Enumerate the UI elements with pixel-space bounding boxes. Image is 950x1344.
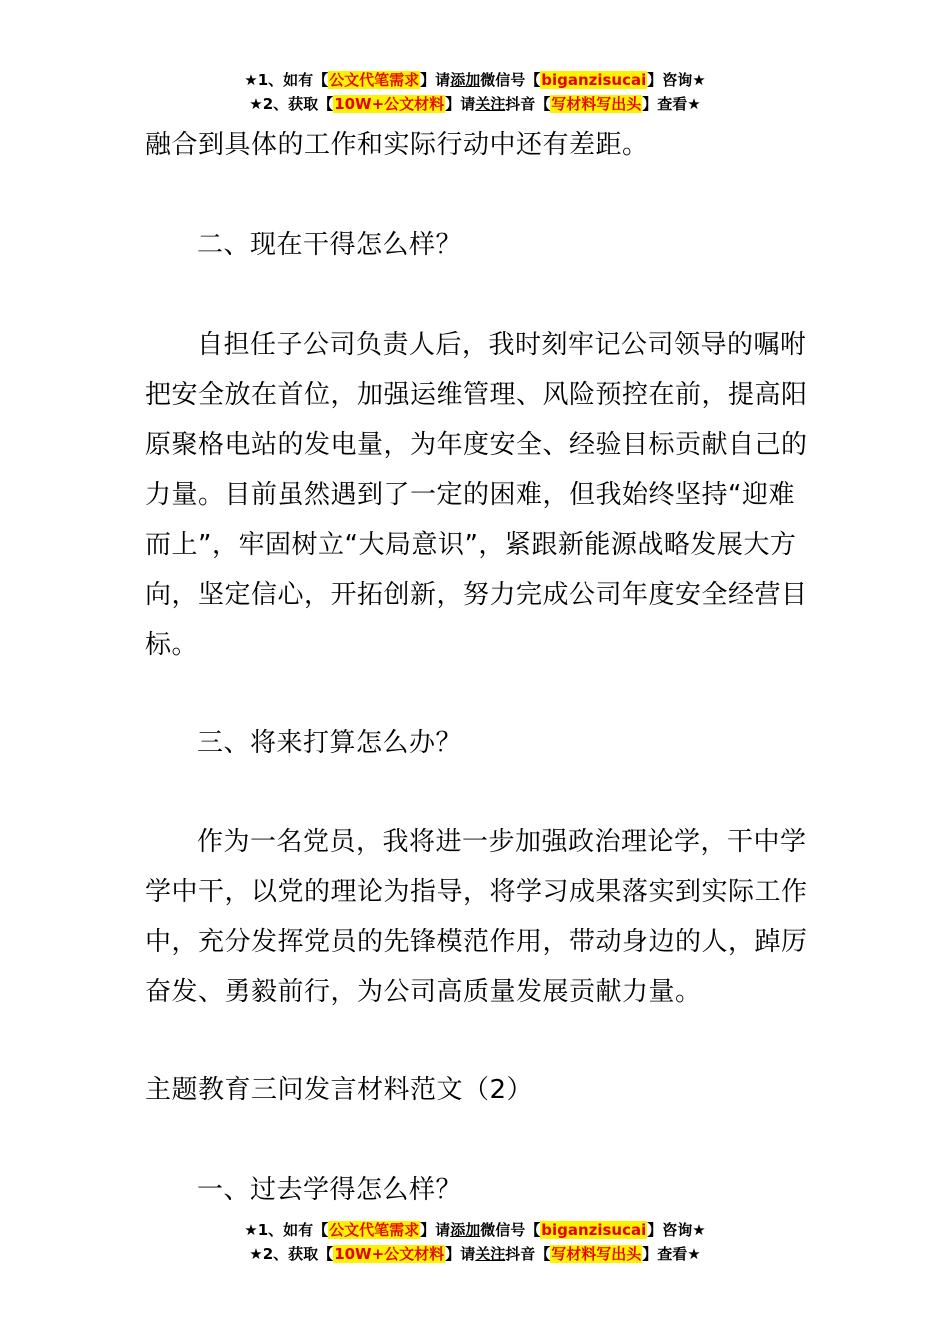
banner-highlight: 公文代笔需求 bbox=[329, 71, 420, 89]
banner-text: 】请 bbox=[445, 95, 476, 113]
banner-line-1 bbox=[0, 68, 950, 92]
document-body bbox=[145, 817, 810, 1017]
banner-line-1 bbox=[0, 1218, 950, 1242]
banner-text: 微信号【 bbox=[480, 71, 541, 89]
banner-text: 微信号【 bbox=[480, 1221, 541, 1239]
paragraph: 作为一名党员，我将进一步加强政治理论学，干中学学中干，以党的理论为指导，将学习成果落实到实际工作中，充分发挥党员的先锋模范作用，带动身边的人，踔厉奋发、勇毅前行，为公司高质量发展贡献力量。 bbox=[145, 827, 808, 1007]
banner-text: 】查看★ bbox=[642, 95, 701, 113]
banner-emphasis: 添加 bbox=[450, 71, 481, 89]
banner-text: ★2、获取【 bbox=[249, 95, 334, 113]
banner-douyin-id: 写材料写出头 bbox=[551, 95, 642, 113]
banner-text: 】咨询★ bbox=[647, 1221, 706, 1239]
banner-highlight: 10W+公文材料 bbox=[334, 95, 445, 113]
banner-text: 】咨询★ bbox=[647, 71, 706, 89]
banner-text: 】请 bbox=[420, 1221, 451, 1239]
section-heading bbox=[145, 1165, 810, 1215]
footer-banner bbox=[0, 1218, 950, 1266]
banner-wechat-id: biganzisucai bbox=[541, 1221, 647, 1239]
banner-text: 】请 bbox=[445, 1245, 476, 1263]
banner-highlight: 10W+公文材料 bbox=[334, 1245, 445, 1263]
header-banner bbox=[0, 68, 950, 116]
banner-emphasis: 关注 bbox=[475, 95, 506, 113]
banner-text: 抖音【 bbox=[505, 95, 551, 113]
document-body bbox=[145, 320, 810, 670]
document-subtitle bbox=[145, 1065, 810, 1115]
banner-text: 】查看★ bbox=[642, 1245, 701, 1263]
banner-line-2 bbox=[0, 1242, 950, 1266]
banner-text: ★1、如有【 bbox=[244, 1221, 329, 1239]
banner-wechat-id: biganzisucai bbox=[541, 71, 647, 89]
banner-line-2 bbox=[0, 92, 950, 116]
banner-text: ★2、获取【 bbox=[249, 1245, 334, 1263]
section-heading bbox=[145, 220, 810, 270]
subtitle: 主题教育三问发言材料范文（2） bbox=[145, 1075, 534, 1105]
heading-past: 一、过去学得怎么样？ bbox=[197, 1175, 463, 1205]
heading-now: 二、现在干得怎么样？ bbox=[197, 230, 463, 260]
banner-emphasis: 添加 bbox=[450, 1221, 481, 1239]
paragraph: 融合到具体的工作和实际行动中还有差距。 bbox=[145, 130, 649, 160]
document-body bbox=[145, 120, 810, 170]
banner-text: 】请 bbox=[420, 71, 451, 89]
banner-text: ★1、如有【 bbox=[244, 71, 329, 89]
banner-highlight: 公文代笔需求 bbox=[329, 1221, 420, 1239]
banner-emphasis: 关注 bbox=[475, 1245, 506, 1263]
banner-douyin-id: 写材料写出头 bbox=[551, 1245, 642, 1263]
banner-text: 抖音【 bbox=[505, 1245, 551, 1263]
heading-future: 三、将来打算怎么办？ bbox=[197, 728, 463, 758]
section-heading bbox=[145, 718, 810, 768]
paragraph: 自担任子公司负责人后，我时刻牢记公司领导的嘱咐把安全放在首位，加强运维管理、风险预控在前，提高阳原聚格电站的发电量，为年度安全、经验目标贡献自己的力量。目前虽然遇到了一定的困难，但我始终坚持“迎难而上”，牢固树立“大局意识”，紧跟新能源战略发展大方向，坚定信心，开拓创新，努力完成公司年度安全经营目标。 bbox=[145, 330, 808, 660]
